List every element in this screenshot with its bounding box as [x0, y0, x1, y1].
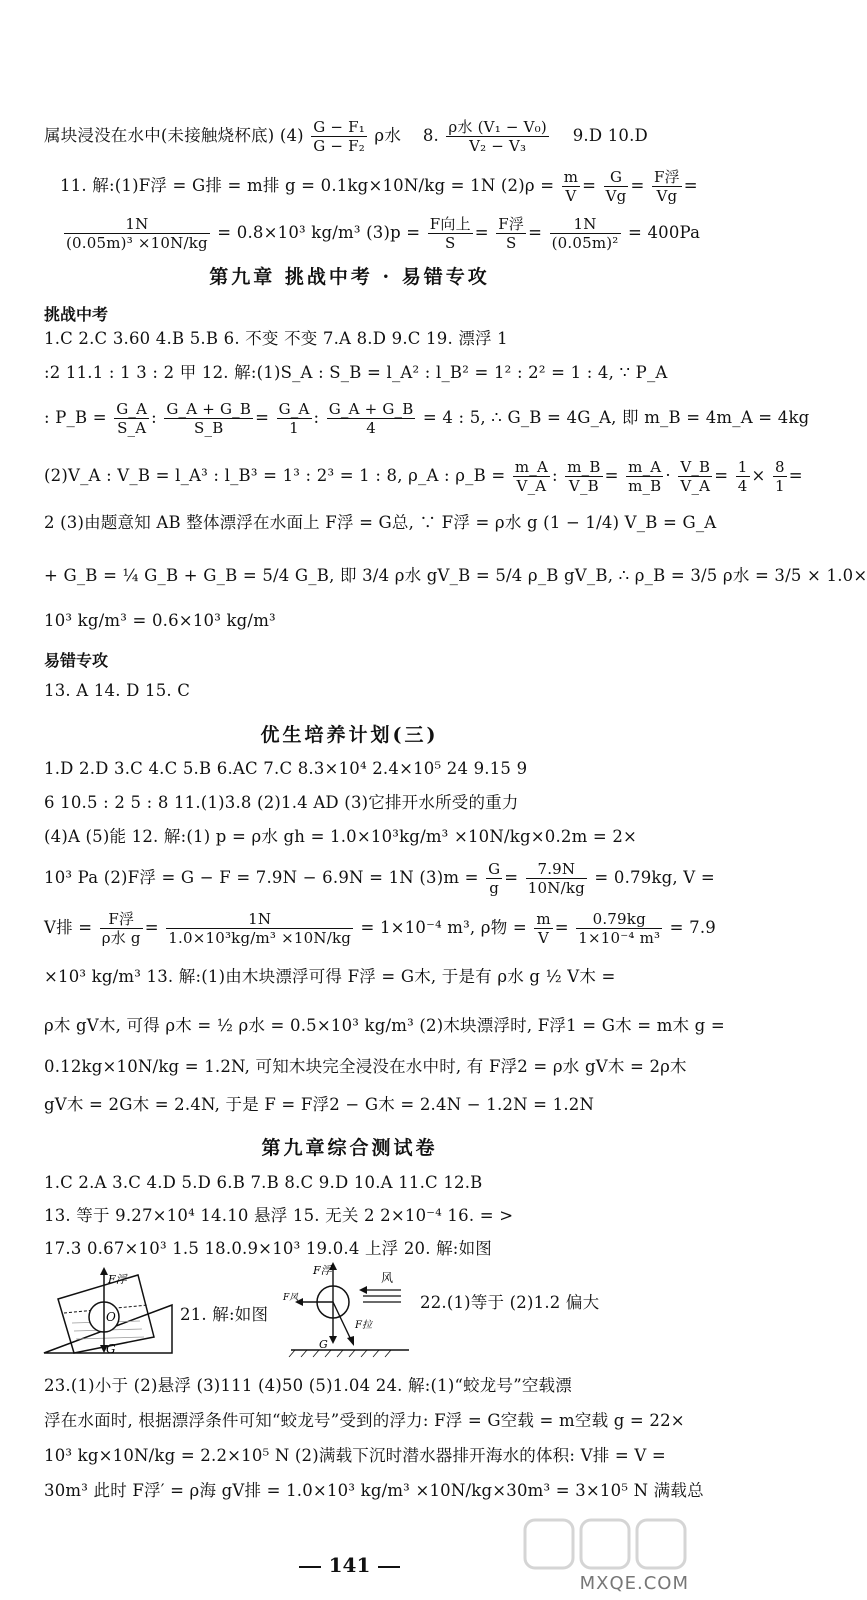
section-title-test: 第九章综合测试卷 — [261, 1137, 438, 1159]
force-label-wind: F风 — [283, 1293, 299, 1303]
fraction: $\frac{\text{F向上}}{S}$ — [429, 215, 471, 252]
fraction: $\frac{m}{V}$ — [563, 168, 579, 205]
test-line-4a: 21. 解:如图 — [180, 1305, 269, 1324]
fraction: $\frac{1N}{\text{1.0×10³kg/m³ ×10N/kg}}$ — [168, 910, 352, 947]
fraction: $\frac{7.9N}{10N/kg}$ — [527, 860, 585, 897]
force-label-gravity: G — [319, 1338, 328, 1351]
plan-line-6: ×10³ kg/m³ 13. 解:(1)由木块漂浮可得 F浮 = G木, 于是有 ρ水 g ½ V木 = — [44, 967, 616, 986]
fraction: $\frac{8}{1}$ — [775, 458, 785, 495]
answer-line-9: 2 (3)由题意知 AB 整体漂浮在水面上 F浮 = G总, ∵ F浮 = ρ水 g (1 − 1/4) V_B = G_A — [44, 513, 717, 532]
fraction: $\frac{G}{g}$ — [488, 860, 501, 897]
fraction: $\frac{G\_A}{S\_A}$ — [116, 400, 148, 437]
force-label-tension: F拉 — [355, 1320, 372, 1331]
page-number: 141 — [0, 1553, 699, 1577]
label-wind: 风 — [381, 1271, 394, 1285]
watermark-text: MXQE.COM — [579, 1573, 689, 1594]
fraction: $\frac{m\_A}{m\_B}$ — [628, 458, 662, 495]
fraction: $\frac{\text{G − F₁}}{\text{G − F₂}}$ — [313, 118, 365, 155]
answer-line-1: 属块浸没在水中(未接触烧杯底) (4) $\frac{\text{G − F₁}}{\text{G − F₂}}$ ρ水 8. $\frac{\text{ρ水 (V₁ − V₀)}}{\text{V₂ − V₃}}$ 9.D 10.D — [44, 118, 648, 155]
plan-line-5: V排 = $\frac{\text{F浮}}{\text{ρ水 g}}$ = $\frac{1N}{\text{1.0×10³kg/m³ ×10N/kg}}$ = 1×10⁻⁴ m³, ρ物 = $\frac{m}{V}$ = $\frac{0.79kg}{\text{1×10⁻⁴ m³}}$ = 7.9 — [44, 910, 716, 947]
fraction: $\frac{G\_A + G\_B}{S\_B}$ — [166, 400, 252, 437]
force-label-buoyancy: F浮 — [313, 1264, 332, 1277]
test-line-5: 23.(1)小于 (2)悬浮 (3)111 (4)50 (5)1.04 24. 解:(1)“蛟龙号”空载漂 — [44, 1376, 572, 1395]
figure-q21-balloon-diagram — [283, 1262, 413, 1362]
test-line-8: 30m³ 此时 F浮′ = ρ海 gV排 = 1.0×10³ kg/m³ ×10N/kg×30m³ = 3×10⁵ N 满载总 — [44, 1481, 704, 1500]
force-label-gravity: G — [106, 1342, 116, 1356]
fraction: $\frac{m\_A}{V\_A}$ — [514, 458, 548, 495]
fraction: $\frac{G\_A + G\_B}{4}$ — [328, 400, 414, 437]
fraction: $\frac{m\_B}{V\_B}$ — [567, 458, 601, 495]
answer-line-5: 1.C 2.C 3.60 4.B 5.B 6. 不变 不变 7.A 8.D 9.C 19. 漂浮 1 — [44, 329, 508, 348]
plan-line-7: ρ木 gV木, 可得 ρ木 = ½ ρ水 = 0.5×10³ kg/m³ (2)木块漂浮时, F浮1 = G木 = m木 g = — [44, 1016, 725, 1035]
section-title-plan: 优生培养计划(三) — [260, 724, 439, 746]
answer-line-10: + G_B = ¼ G_B + G_B = 5/4 G_B, 即 3/4 ρ水 gV_B = 5/4 ρ_B gV_B, ∴ ρ_B = 3/5 ρ水 = 3/5 × 1.0× — [44, 566, 867, 585]
test-line-4b: 22.(1)等于 (2)1.2 偏大 — [420, 1293, 600, 1312]
fraction: $\frac{1N}{\text{(0.05m)³ ×10N/kg}}$ — [66, 215, 208, 252]
plan-line-8: 0.12kg×10N/kg = 1.2N, 可知木块完全浸没在水中时, 有 F浮2 = ρ水 gV木 = 2ρ木 — [44, 1057, 687, 1076]
fraction: $\frac{1}{4}$ — [737, 458, 748, 495]
plan-line-4: 10³ Pa (2)F浮 = G − F = 7.9N − 6.9N = 1N (3)m = $\frac{G}{g}$ = $\frac{7.9N}{10N/kg}$ = 0.79kg, V = — [44, 860, 715, 897]
center-label-o: O — [106, 1310, 116, 1324]
fraction: $\frac{G\_A}{1}$ — [278, 400, 310, 437]
answer-line-8: (2)V_A : V_B = l_A³ : l_B³ = 1³ : 2³ = 1 : 8, ρ_A : ρ_B = $\frac{m\_A}{V\_A}$ : $\frac{m\_B}{V\_B}$ = $\frac{m\_A}{m\_B}$ · $\frac{V\_B}{V\_A}$ = $\frac{1}{4}$ × $\frac{8}{1}$ = — [44, 458, 803, 495]
test-line-6: 浮在水面时, 根据漂浮条件可知“蛟龙号”受到的浮力: F浮 = G空载 = m空载 g = 22× — [44, 1411, 685, 1430]
test-line-2: 13. 等于 9.27×10⁴ 14.10 悬浮 15. 无关 2 2×10⁻⁴ 16. = > — [44, 1206, 514, 1225]
fraction: $\frac{\text{F浮}}{Vg}$ — [653, 168, 680, 205]
fraction: $\frac{\text{F浮}}{S}$ — [498, 215, 525, 252]
plan-line-2: 6 10.5 : 2 5 : 8 11.(1)3.8 (2)1.4 AD (3)它排开水所受的重力 — [44, 793, 519, 812]
plan-line-3: (4)A (5)能 12. 解:(1) p = ρ水 gh = 1.0×10³kg/m³ ×10N/kg×0.2m = 2× — [44, 827, 638, 846]
test-line-1: 1.C 2.A 3.C 4.D 5.D 6.B 7.B 8.C 9.D 10.A 11.C 12.B — [44, 1173, 483, 1192]
fraction: $\frac{G}{Vg}$ — [605, 168, 627, 205]
answer-line-11: 10³ kg/m³ = 0.6×10³ kg/m³ — [44, 611, 276, 630]
fraction: $\frac{\text{ρ水 (V₁ − V₀)}}{\text{V₂ − V₃}}$ — [448, 118, 547, 155]
fraction: $\frac{m}{V}$ — [536, 910, 551, 947]
answer-line-2: 11. 解:(1)F浮 = G排 = m排 g = 0.1kg×10N/kg = 1N (2)ρ = $\frac{m}{V}$ = $\frac{G}{Vg}$ = $\frac{\text{F浮}}{Vg}$ = — [60, 168, 698, 205]
plan-line-9: gV木 = 2G木 = 2.4N, 于是 F = F浮2 − G木 = 2.4N − 1.2N = 1.2N — [44, 1095, 595, 1114]
fraction: $\frac{0.79kg}{\text{1×10⁻⁴ m³}}$ — [578, 910, 661, 947]
answer-line-6: :2 11.1 : 1 3 : 2 甲 12. 解:(1)S_A : S_B = l_A² : l_B² = 1² : 2² = 1 : 4, ∵ P_A — [44, 363, 668, 382]
subheading-challenge: 挑战中考 — [44, 305, 109, 324]
fraction: $\frac{\text{F浮}}{\text{ρ水 g}}$ — [101, 910, 141, 947]
test-line-7: 10³ kg×10N/kg = 2.2×10⁵ N (2)满载下沉时潜水器排开海水的体积: V排 = V = — [44, 1446, 666, 1465]
subheading-error-prone: 易错专攻 — [44, 651, 109, 670]
answer-line-3: $\frac{1N}{\text{(0.05m)³ ×10N/kg}}$ = 0.8×10³ kg/m³ (3)p = $\frac{\text{F向上}}{S}$ = $\frac{\text{F浮}}{S}$ = $\frac{1N}{\text{(0.05m)²}}$ = 400Pa — [66, 215, 701, 252]
figure-q20-float-diagram — [44, 1265, 174, 1357]
answer-line-12: 13. A 14. D 15. C — [44, 681, 191, 700]
plan-line-1: 1.D 2.D 3.C 4.C 5.B 6.AC 7.C 8.3×10⁴ 2.4×10⁵ 24 9.15 9 — [44, 759, 528, 778]
force-label-buoyancy: F浮 — [108, 1273, 127, 1286]
section-title-chapter9: 第九章 挑战中考 · 易错专攻 — [209, 266, 490, 288]
test-line-3: 17.3 0.67×10³ 1.5 18.0.9×10³ 19.0.4 上浮 20. 解:如图 — [44, 1239, 492, 1258]
answer-line-7: : P_B = $\frac{G\_A}{S\_A}$ : $\frac{G\_A + G\_B}{S\_B}$ = $\frac{G\_A}{1}$ : $\frac{G\_A + G\_B}{4}$ = 4 : 5, ∴ G_B = 4G_A, 即 m_B = 4m_A = 4kg — [44, 400, 810, 437]
fraction: $\frac{V\_B}{V\_A}$ — [680, 458, 711, 495]
fraction: $\frac{1N}{\text{(0.05m)²}}$ — [551, 215, 619, 252]
